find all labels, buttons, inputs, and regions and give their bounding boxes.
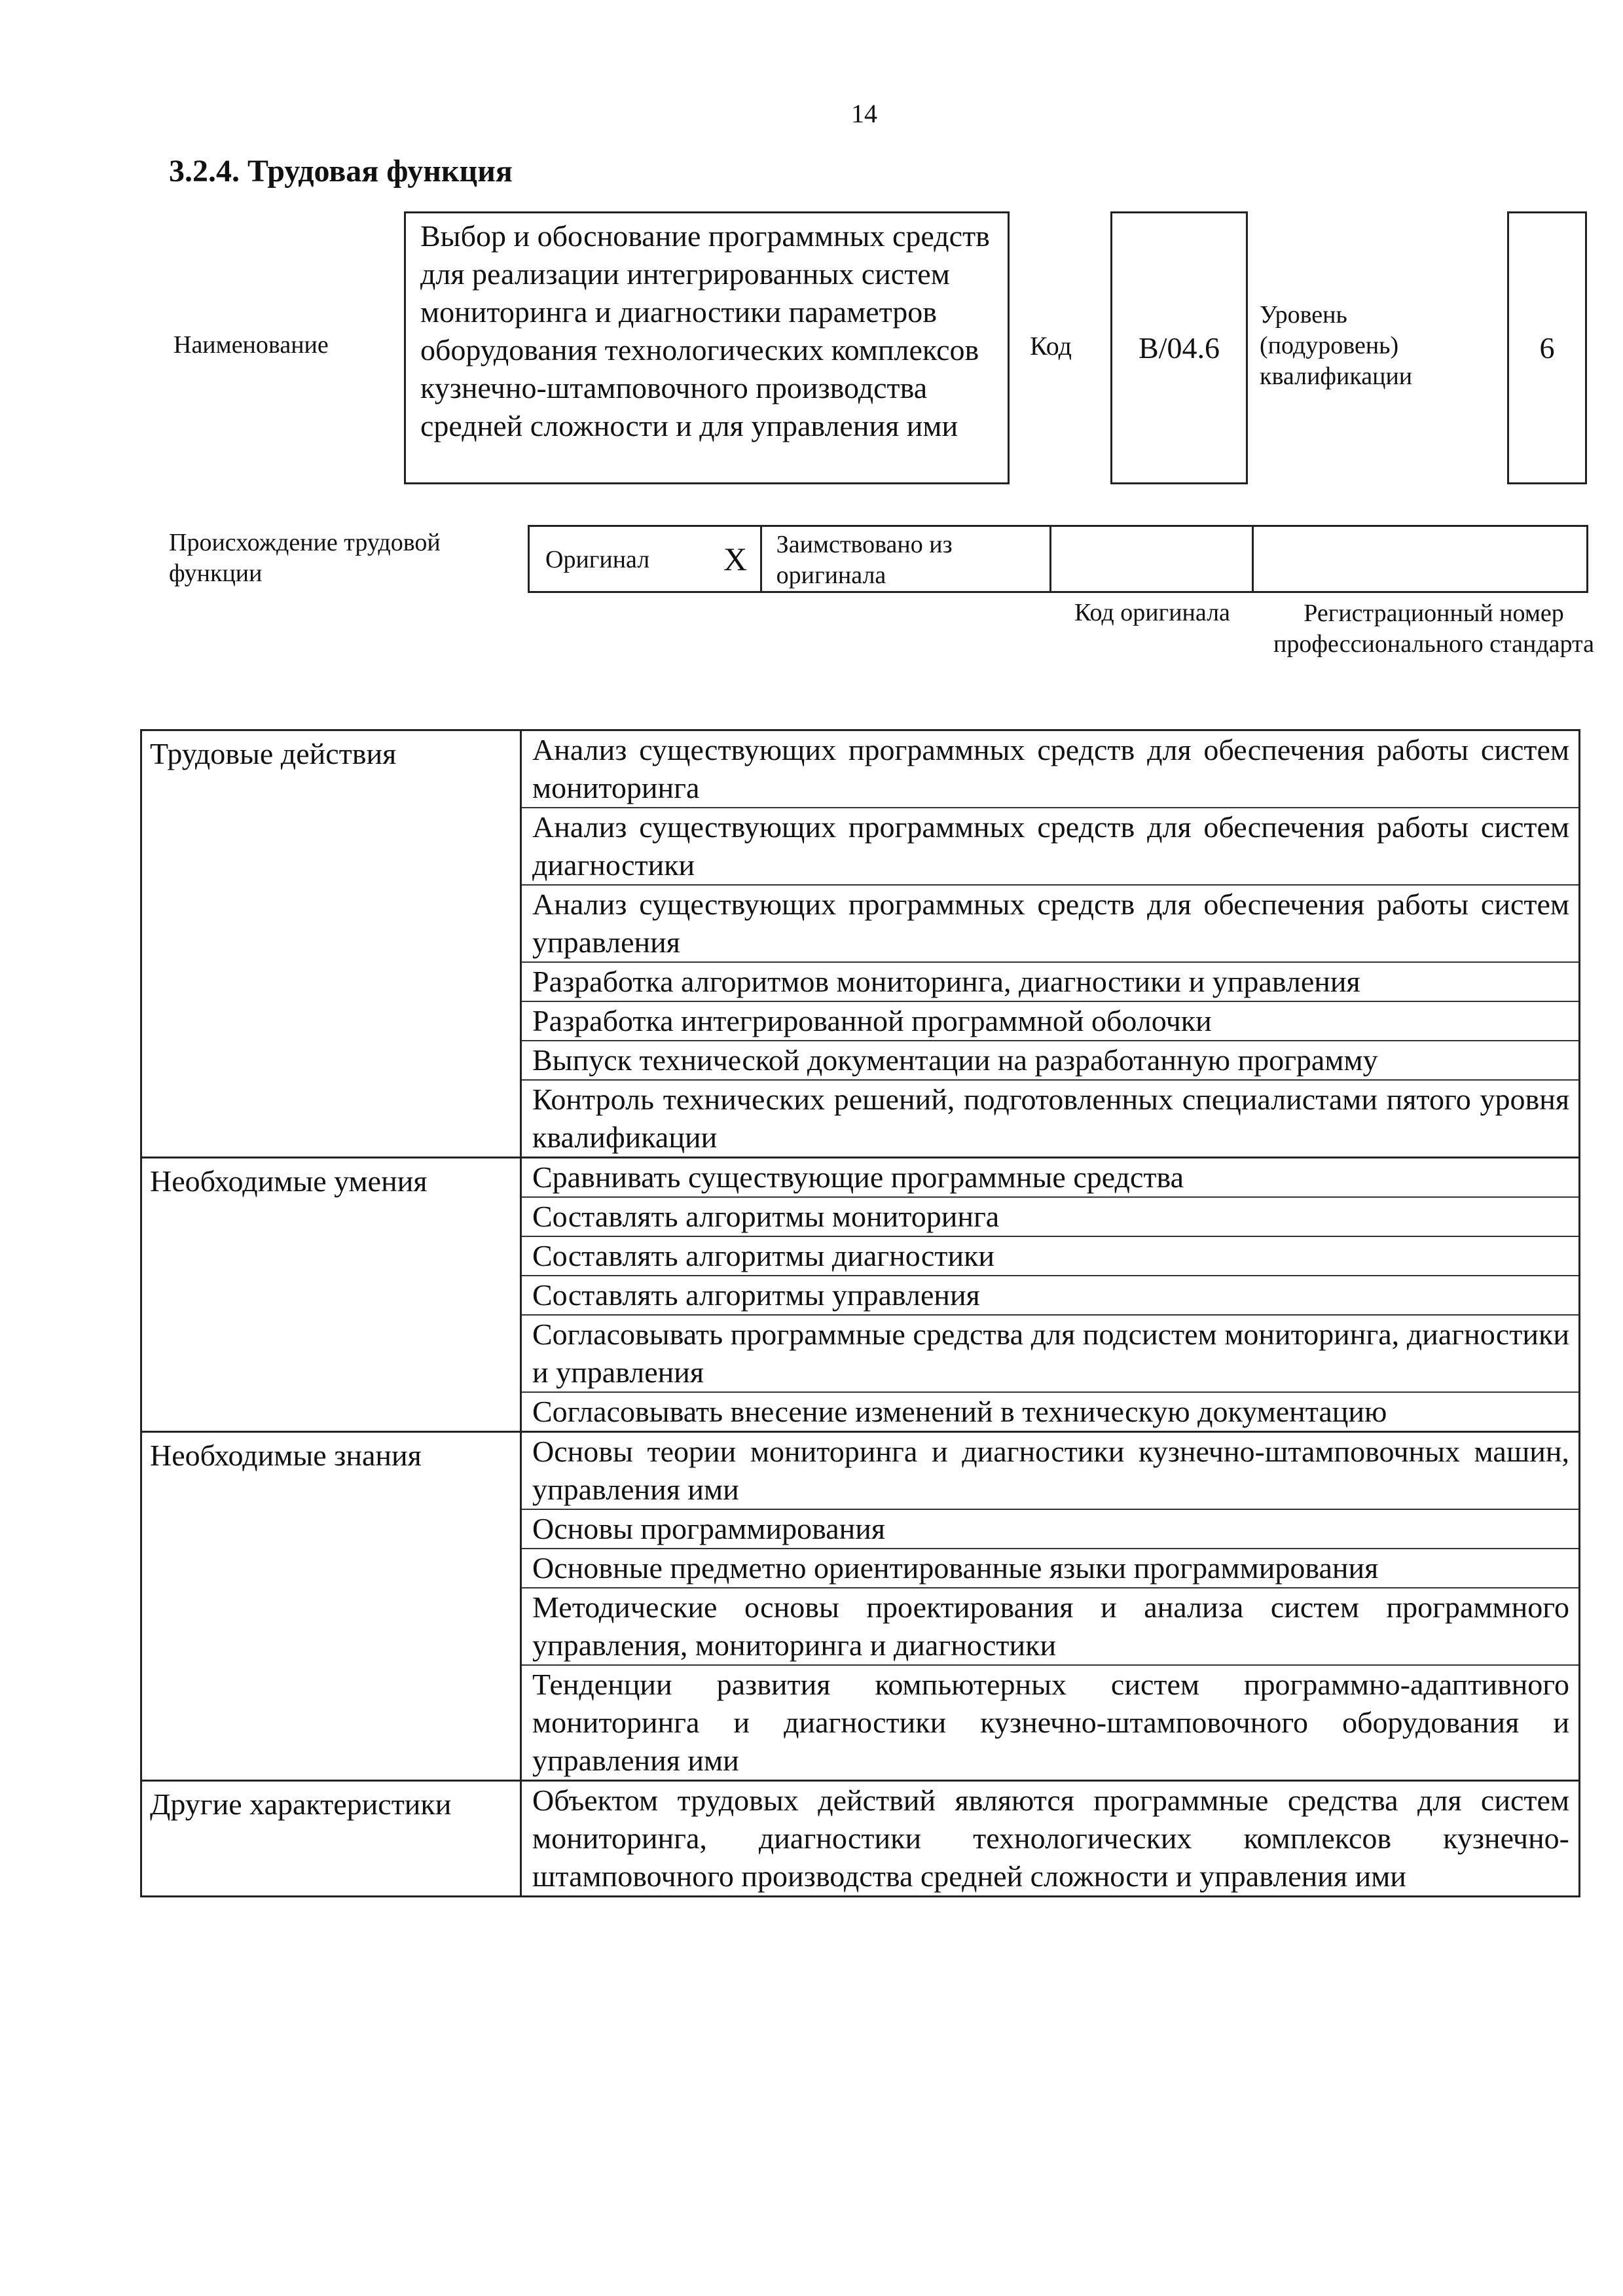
- table-row: Сравнивать существующие программные средства: [532, 1160, 1184, 1194]
- origin-table: [528, 525, 1588, 593]
- table-row: Анализ существующих программных средств для обеспечения работы систем диагностики: [522, 807, 1578, 884]
- origin-code-cell: [1051, 527, 1254, 591]
- table-row: Анализ существующих программных средств для обеспечения работы систем мониторинга: [532, 733, 1569, 804]
- table-row: Контроль технических решений, подготовленных специалистами пятого уровня квалификации: [522, 1079, 1578, 1157]
- group-other: [142, 1780, 1578, 1895]
- group-label: Другие характеристики: [142, 1782, 522, 1895]
- borrowed-label: Заимствовано из оригинала: [762, 527, 1051, 591]
- section-title: 3.2.4. Трудовая функция: [169, 154, 513, 188]
- table-row: Разработка алгоритмов мониторинга, диагностики и управления: [522, 961, 1578, 1001]
- table-row: Основы теории мониторинга и диагностики кузнечно-штамповочных машин, управления ими: [532, 1435, 1569, 1506]
- table-row: Основы программирования: [522, 1509, 1578, 1548]
- table-row: Составлять алгоритмы управления: [522, 1275, 1578, 1314]
- table-row: Объектом трудовых действий являются программные средства для систем мониторинга, диагностики технологических комплексов кузнечно-штамповочного производства средней сложности и управления ими: [532, 1784, 1569, 1893]
- original-mark: X: [723, 541, 748, 577]
- level-value: 6: [1539, 331, 1555, 365]
- group-label: Необходимые знания: [142, 1433, 522, 1780]
- origin-label: Происхождение трудовой функции: [169, 529, 441, 587]
- code-caption: Код оригинала: [1074, 599, 1230, 626]
- origin-original-cell: [530, 527, 762, 591]
- reg-caption: Регистрационный номер профессионального стандарта: [1273, 600, 1594, 658]
- group-knowledge: [142, 1431, 1578, 1780]
- table-row: Основные предметно ориентированные языки программирования: [522, 1548, 1578, 1587]
- table-row: Тенденции развития компьютерных систем программно-адаптивного мониторинга и диагностики кузнечно-штамповочного оборудования и управления ими: [522, 1664, 1578, 1780]
- group-label: Необходимые умения: [142, 1158, 522, 1431]
- group-label: Трудовые действия: [142, 731, 522, 1157]
- table-row: Методические основы проектирования и анализа систем программного управления, мониторинга и диагностики: [522, 1587, 1578, 1664]
- level-box: [1507, 211, 1587, 484]
- name-label: Наименование: [173, 331, 329, 359]
- code-box: [1110, 211, 1248, 484]
- group-labor-actions: [142, 731, 1578, 1157]
- table-row: Согласовывать программные средства для подсистем мониторинга, диагностики и управления: [522, 1314, 1578, 1391]
- page-number: 14: [851, 99, 877, 128]
- table-row: Выпуск технической документации на разработанную программу: [522, 1040, 1578, 1079]
- code-value: B/04.6: [1139, 331, 1220, 365]
- code-label: Код: [1030, 331, 1072, 361]
- function-name-box: Выбор и обоснование программных средств для реализации интегрированных систем мониторинга и диагностики параметров оборудования технологических комплексов кузнечно-штамповочного производства средней сложности и для управления ими: [404, 211, 1010, 484]
- characteristics-table: [140, 729, 1580, 1897]
- origin-reg-cell: [1254, 527, 1586, 591]
- group-skills: [142, 1157, 1578, 1431]
- table-row: Составлять алгоритмы диагностики: [522, 1236, 1578, 1275]
- original-label: Оригинал: [545, 546, 650, 573]
- table-row: Анализ существующих программных средств для обеспечения работы систем управления: [522, 884, 1578, 961]
- table-row: Разработка интегрированной программной оболочки: [522, 1001, 1578, 1040]
- table-row: Согласовывать внесение изменений в техническую документацию: [522, 1391, 1578, 1431]
- level-label: Уровень (подуровень) квалификации: [1260, 301, 1413, 390]
- table-row: Составлять алгоритмы мониторинга: [522, 1196, 1578, 1236]
